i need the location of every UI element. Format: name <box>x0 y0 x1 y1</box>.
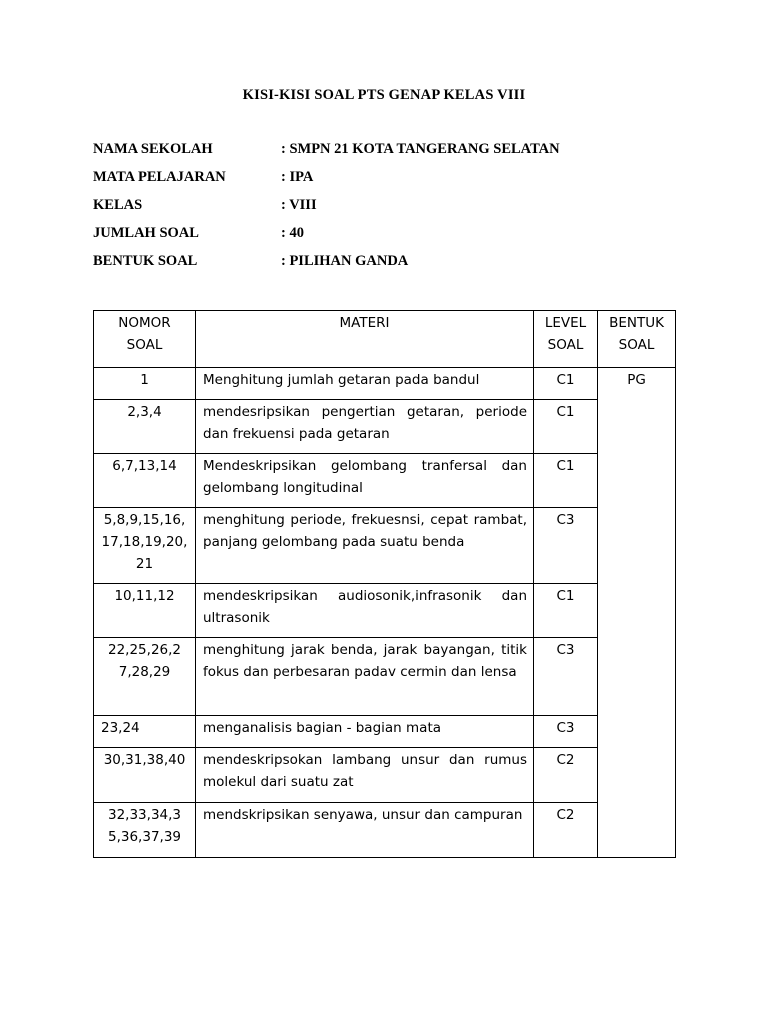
info-row-question-type <box>93 253 560 281</box>
table-row <box>94 368 676 400</box>
table-row <box>94 508 676 584</box>
table-row <box>94 716 676 748</box>
header-materi: MATERI <box>196 311 534 368</box>
question-numbers: 1 <box>94 368 196 400</box>
cognitive-level: C2 <box>534 748 598 803</box>
info-value: : VIII <box>281 197 317 213</box>
header-nomor-soal: NOMOR SOAL <box>94 311 196 368</box>
info-value: : PILIHAN GANDA <box>281 253 409 269</box>
table-row <box>94 638 676 716</box>
table-row <box>94 584 676 638</box>
material-description: menganalisis bagian - bagian mata <box>196 716 534 748</box>
info-row-school <box>93 141 560 169</box>
question-numbers: 5,8,9,15,16, 17,18,19,20, 21 <box>94 508 196 584</box>
material-description: Menghitung jumlah getaran pada bandul <box>196 368 534 400</box>
info-value: : 40 <box>281 225 304 241</box>
info-row-class <box>93 197 560 225</box>
cognitive-level: C3 <box>534 638 598 716</box>
info-label: NAMA SEKOLAH <box>93 141 213 157</box>
cognitive-level: C1 <box>534 400 598 454</box>
info-row-subject <box>93 169 560 197</box>
question-numbers: 22,25,26,2 7,28,29 <box>94 638 196 716</box>
question-numbers: 23,24 <box>94 716 196 748</box>
question-numbers: 32,33,34,3 5,36,37,39 <box>94 803 196 858</box>
material-description: menghitung periode, frekuesnsi, cepat rambat, panjang gelombang pada suatu benda <box>196 508 534 584</box>
document-title: KISI-KISI SOAL PTS GENAP KELAS VIII <box>242 87 526 103</box>
school-info <box>93 141 560 281</box>
material-description: mendeskripsikan audiosonik,infrasonik dan ultrasonik <box>196 584 534 638</box>
cognitive-level: C3 <box>534 508 598 584</box>
question-numbers: 30,31,38,40 <box>94 748 196 803</box>
info-row-question-count <box>93 225 560 253</box>
info-label: KELAS <box>93 197 143 213</box>
material-description: menghitung jarak benda, jarak bayangan, titik fokus dan perbesaran padav cermin dan lensa <box>196 638 534 716</box>
header-level-soal: LEVEL SOAL <box>534 311 598 368</box>
table-header-row <box>94 311 676 368</box>
table-row <box>94 748 676 803</box>
info-label: MATA PELAJARAN <box>93 169 226 185</box>
cognitive-level: C3 <box>534 716 598 748</box>
cognitive-level: C1 <box>534 584 598 638</box>
table-row <box>94 400 676 454</box>
material-description: mendskripsikan senyawa, unsur dan campuran <box>196 803 534 858</box>
question-grid-table <box>93 310 676 858</box>
cognitive-level: C1 <box>534 368 598 400</box>
material-description: mendesripsikan pengertian getaran, periode dan frekuensi pada getaran <box>196 400 534 454</box>
info-value: : IPA <box>281 169 314 185</box>
info-label: BENTUK SOAL <box>93 253 198 269</box>
question-numbers: 2,3,4 <box>94 400 196 454</box>
material-description: Mendeskripsikan gelombang tranfersal dan gelombang longitudinal <box>196 454 534 508</box>
info-value: : SMPN 21 KOTA TANGERANG SELATAN <box>281 141 560 157</box>
cognitive-level: C1 <box>534 454 598 508</box>
info-label: JUMLAH SOAL <box>93 225 199 241</box>
cognitive-level: C2 <box>534 803 598 858</box>
question-type-cell: PG <box>598 368 676 858</box>
question-numbers: 6,7,13,14 <box>94 454 196 508</box>
header-bentuk-soal: BENTUK SOAL <box>598 311 676 368</box>
material-description: mendeskripsokan lambang unsur dan rumus molekul dari suatu zat <box>196 748 534 803</box>
table-row <box>94 803 676 858</box>
table-row <box>94 454 676 508</box>
question-numbers: 10,11,12 <box>94 584 196 638</box>
